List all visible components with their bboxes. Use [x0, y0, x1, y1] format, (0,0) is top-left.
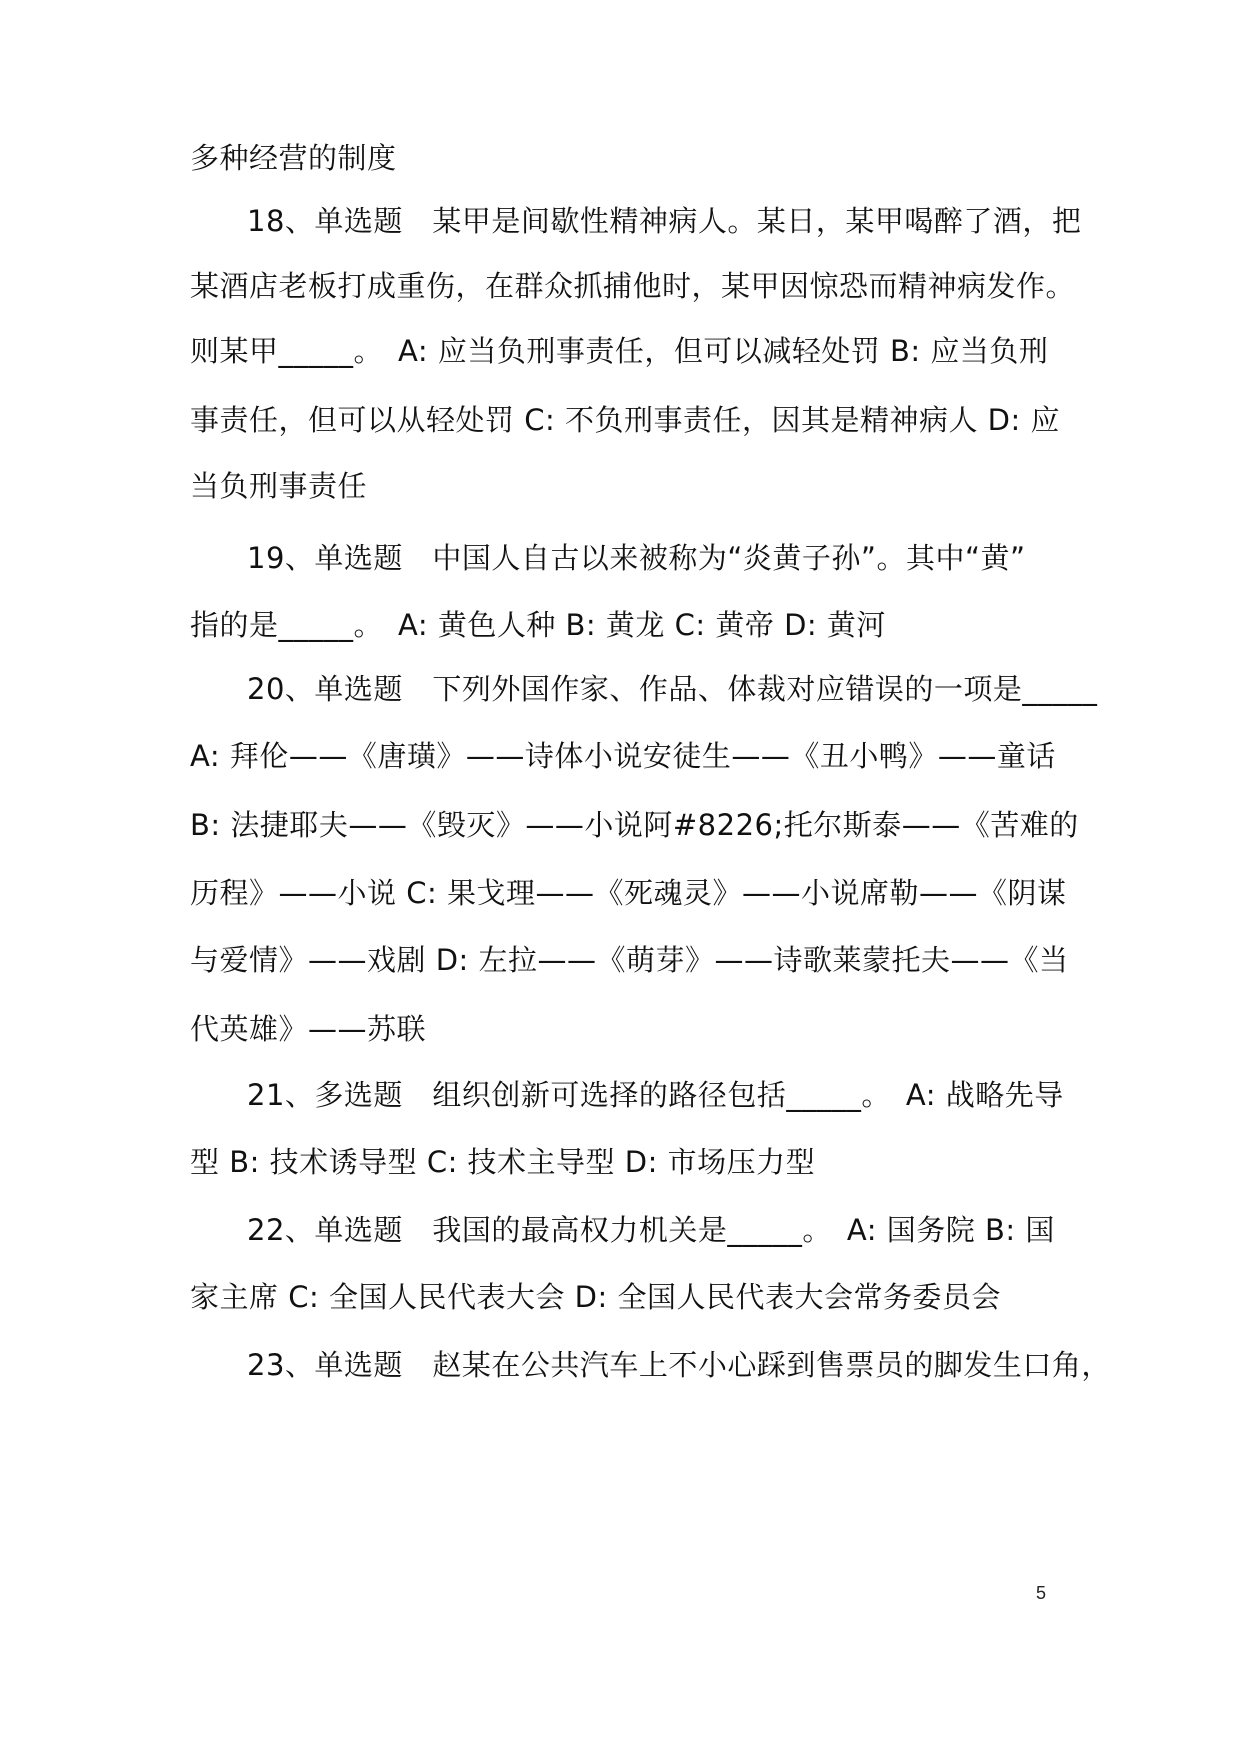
question-20-line-2: A: 拜伦——《唐璜》——诗体小说安徒生——《丑小鸭》——童话 — [190, 739, 1056, 773]
question-20-line-3: B: 法捷耶夫——《毁灭》——小说阿#8226;托尔斯泰——《苦难的 — [190, 808, 1079, 842]
text-line-continuation: 多种经营的制度 — [190, 141, 397, 175]
question-23-line-1: 23、单选题 赵某在公共汽车上不小心踩到售票员的脚发生口角， — [247, 1348, 1111, 1382]
question-18-line-3: 则某甲_____。 A: 应当负刑事责任，但可以减轻处罚 B: 应当负刑 — [190, 334, 1049, 368]
question-20-line-1: 20、单选题 下列外国作家、作品、体裁对应错误的一项是_____ — [247, 672, 1098, 706]
page-number: 5 — [1036, 1583, 1047, 1603]
question-19-line-1: 19、单选题 中国人自古以来被称为“炎黄子孙”。其中“黄” — [247, 541, 1026, 575]
question-20-line-4: 历程》——小说 C: 果戈理——《死魂灵》——小说席勒——《阴谋 — [190, 876, 1067, 910]
question-21-line-2: 型 B: 技术诱导型 C: 技术主导型 D: 市场压力型 — [190, 1145, 816, 1179]
question-22-line-2: 家主席 C: 全国人民代表大会 D: 全国人民代表大会常务委员会 — [190, 1280, 1001, 1314]
question-21-line-1: 21、多选题 组织创新可选择的路径包括_____。 A: 战略先导 — [247, 1078, 1064, 1112]
question-22-line-1: 22、单选题 我国的最高权力机关是_____。 A: 国务院 B: 国 — [247, 1213, 1055, 1247]
question-18-line-1: 18、单选题 某甲是间歇性精神病人。某日，某甲喝醉了酒，把 — [247, 204, 1082, 238]
question-19-line-2: 指的是_____。 A: 黄色人种 B: 黄龙 C: 黄帝 D: 黄河 — [190, 608, 886, 642]
question-18-line-5: 当负刑事责任 — [190, 469, 368, 503]
question-20-line-6: 代英雄》——苏联 — [190, 1012, 427, 1046]
question-20-line-5: 与爱情》——戏剧 D: 左拉——《萌芽》——诗歌莱蒙托夫——《当 — [190, 943, 1069, 977]
question-18-line-2: 某酒店老板打成重伤，在群众抓捕他时，某甲因惊恐而精神病发作。 — [190, 269, 1076, 303]
question-18-line-4: 事责任，但可以从轻处罚 C: 不负刑事责任，因其是精神病人 D: 应 — [190, 403, 1060, 437]
